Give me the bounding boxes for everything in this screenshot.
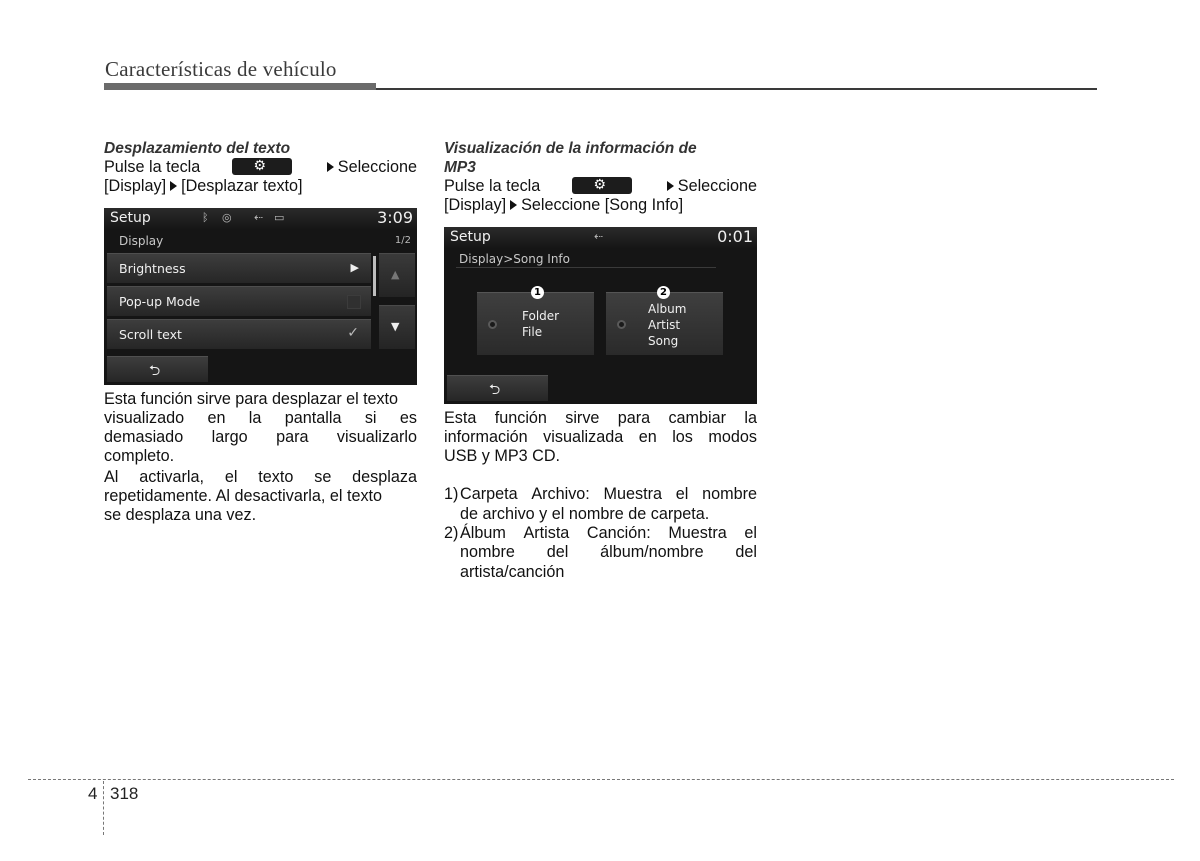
ipod-icon: ▭ [274,211,285,224]
instruction-line-2: [Display] [Desplazar texto] [104,177,303,196]
arrow-right-icon [170,181,177,191]
instruction-line-2: [Display] Seleccione [Song Info] [444,196,684,215]
bluetooth-icon: ᛒ [202,211,209,224]
scroll-up-button[interactable] [379,253,415,297]
chapter-number: 4 [88,784,98,803]
scrollbar[interactable] [373,256,376,296]
arrow-right-icon [510,200,517,210]
list-item: 1) Carpeta Archivo: Muestra el nombre de archivo y el nombre de carpeta. [444,485,757,523]
back-button[interactable] [107,356,208,382]
usb-icon: ⇠ [254,211,264,224]
menu-item-scroll-text[interactable]: Scroll text ✓ [107,319,371,349]
setup-display-screen [104,208,417,385]
description-paragraph-2: Al activarla, el texto se desplaza repetidamente. Al desactivarla, el texto se desplaza una vez. [104,467,417,525]
setup-song-info-screen [444,227,757,404]
screen-status-bar [104,208,417,230]
back-button[interactable] [447,375,548,401]
radio-button[interactable] [617,320,626,329]
arrow-right-icon [327,162,334,172]
back-arrow-icon: ⮌ [149,363,161,379]
usb-icon: ⇠ [594,230,604,243]
page-header-title: Características de vehículo [105,57,337,81]
instruction-line: Pulse la tecla ⚙ Seleccione [444,176,757,195]
screen-subtitle: Display [119,234,164,248]
callout-number: 2 [657,286,670,299]
screen-title: Setup [450,229,491,245]
section-title-mp3-info: Visualización de la información de [444,140,697,157]
instruction-line [104,158,417,177]
menu-item-popup-mode[interactable]: Pop-up Mode [107,286,371,316]
callout-number: 1 [531,286,544,299]
page-indicator: 1/2 [394,235,411,246]
menu-item-brightness[interactable]: Brightness ▶ [107,253,371,283]
divider [456,267,716,268]
instruction-text: Pulse la tecla [104,158,201,176]
screen-status-bar [444,227,757,249]
header-rule [376,88,1097,90]
triangle-down-icon: ▼ [391,320,400,333]
description-paragraph: Esta función sirve para cambiar la información visualizada en los modos USB y MP3 CD. [444,408,757,466]
screen-clock: 3:09 [377,208,413,227]
gear-icon: ⚙ [253,157,267,173]
instruction-text-2: Seleccione [323,158,417,177]
scroll-down-button[interactable] [379,305,415,349]
option-album-artist-song-button[interactable]: Album Artist Song [606,292,723,355]
screen-subtitle: Display>Song Info [459,252,570,266]
arrow-right-icon [667,181,674,191]
popup-mode-checkbox[interactable] [347,295,361,309]
header-bar [104,83,376,90]
list-item: 2) Álbum Artista Canción: Muestra el nombre del álbum/nombre del artista/canción [444,524,757,581]
page-number: 318 [110,784,139,803]
setup-key-icon [232,158,292,175]
footer-rule [28,779,1174,780]
section-title-scroll-text: Desplazamiento del texto [104,140,291,157]
description-paragraph: Esta función sirve para desplazar el texto visualizado en la pantalla si es demasiado largo para visualizarlo completo. [104,389,417,466]
screen-title: Setup [110,210,151,226]
triangle-up-icon: ▲ [391,268,400,281]
play-arrow-icon: ▶ [350,261,359,274]
back-arrow-icon: ⮌ [489,382,501,398]
gear-icon: ⚙ [593,176,607,192]
option-folder-file-button[interactable]: Folder File [477,292,594,355]
checkmark-icon[interactable]: ✓ [347,325,359,341]
setup-key-icon [572,177,632,194]
screen-clock: 0:01 [717,227,753,246]
footer-divider [103,781,104,835]
radio-button[interactable] [488,320,497,329]
section-title-mp3-info-2: MP3 [444,159,476,176]
disc-icon: ◎ [222,211,232,224]
